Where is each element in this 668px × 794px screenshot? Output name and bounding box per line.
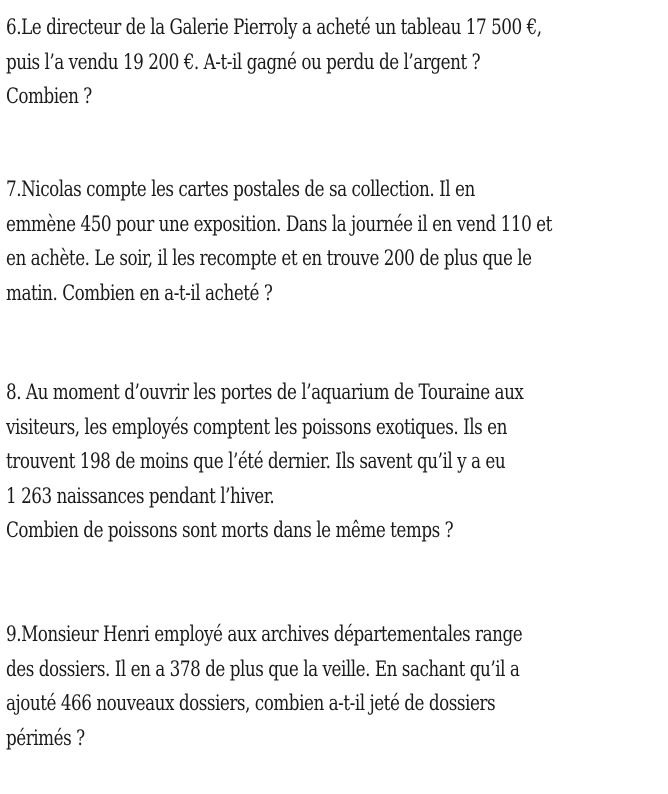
problem-line: matin. Combien en a-t-il acheté ? xyxy=(6,280,273,305)
problem-text: Nicolas compte les cartes postales de sa collection. Il en xyxy=(21,177,475,201)
problem-line: des dossiers. Il en a 378 de plus que la veille. En sachant qu’il a xyxy=(6,656,520,681)
problem-line xyxy=(6,617,658,652)
problem-line: trouvent 198 de moins que l’été dernier. Ils savent qu’il y a eu xyxy=(6,449,506,473)
problem-6 xyxy=(6,10,658,114)
problem-line xyxy=(6,172,658,207)
problem-text: Monsieur Henri employé aux archives départementales range xyxy=(21,622,523,646)
problem-8 xyxy=(6,375,658,548)
problem-line xyxy=(6,375,658,410)
problem-line: visiteurs, les employés comptent les poissons exotiques. Ils en xyxy=(6,414,507,439)
problem-line: 1 263 naissances pendant l’hiver. xyxy=(6,483,275,508)
problem-9 xyxy=(6,617,658,755)
problem-number: 6. xyxy=(6,15,22,39)
problem-text: Le directeur de la Galerie Pierroly a acheté un tableau 17 500 €, xyxy=(21,15,542,39)
problem-line: en achète. Le soir, il les recompte et en trouve 200 de plus que le xyxy=(6,246,532,270)
problem-line: périmés ? xyxy=(6,725,85,750)
problem-number: 7. xyxy=(6,177,22,201)
problem-line: Combien ? xyxy=(6,84,92,108)
problem-line: Combien de poissons sont morts dans le même temps ? xyxy=(6,518,454,542)
problem-number: 9. xyxy=(6,622,22,646)
problem-line: emmène 450 pour une exposition. Dans la journée il en vend 110 et xyxy=(6,211,552,236)
problem-line xyxy=(6,10,658,45)
problem-text: Au moment d’ouvrir les portes de l’aquarium de Touraine aux xyxy=(21,380,524,404)
problem-number: 8. xyxy=(6,380,22,404)
problem-7 xyxy=(6,172,658,310)
problem-line: puis l’a vendu 19 200 €. A-t-il gagné ou perdu de l’argent ? xyxy=(6,49,481,74)
problem-line: ajouté 466 nouveaux dossiers, combien a-t-il jeté de dossiers xyxy=(6,691,496,715)
